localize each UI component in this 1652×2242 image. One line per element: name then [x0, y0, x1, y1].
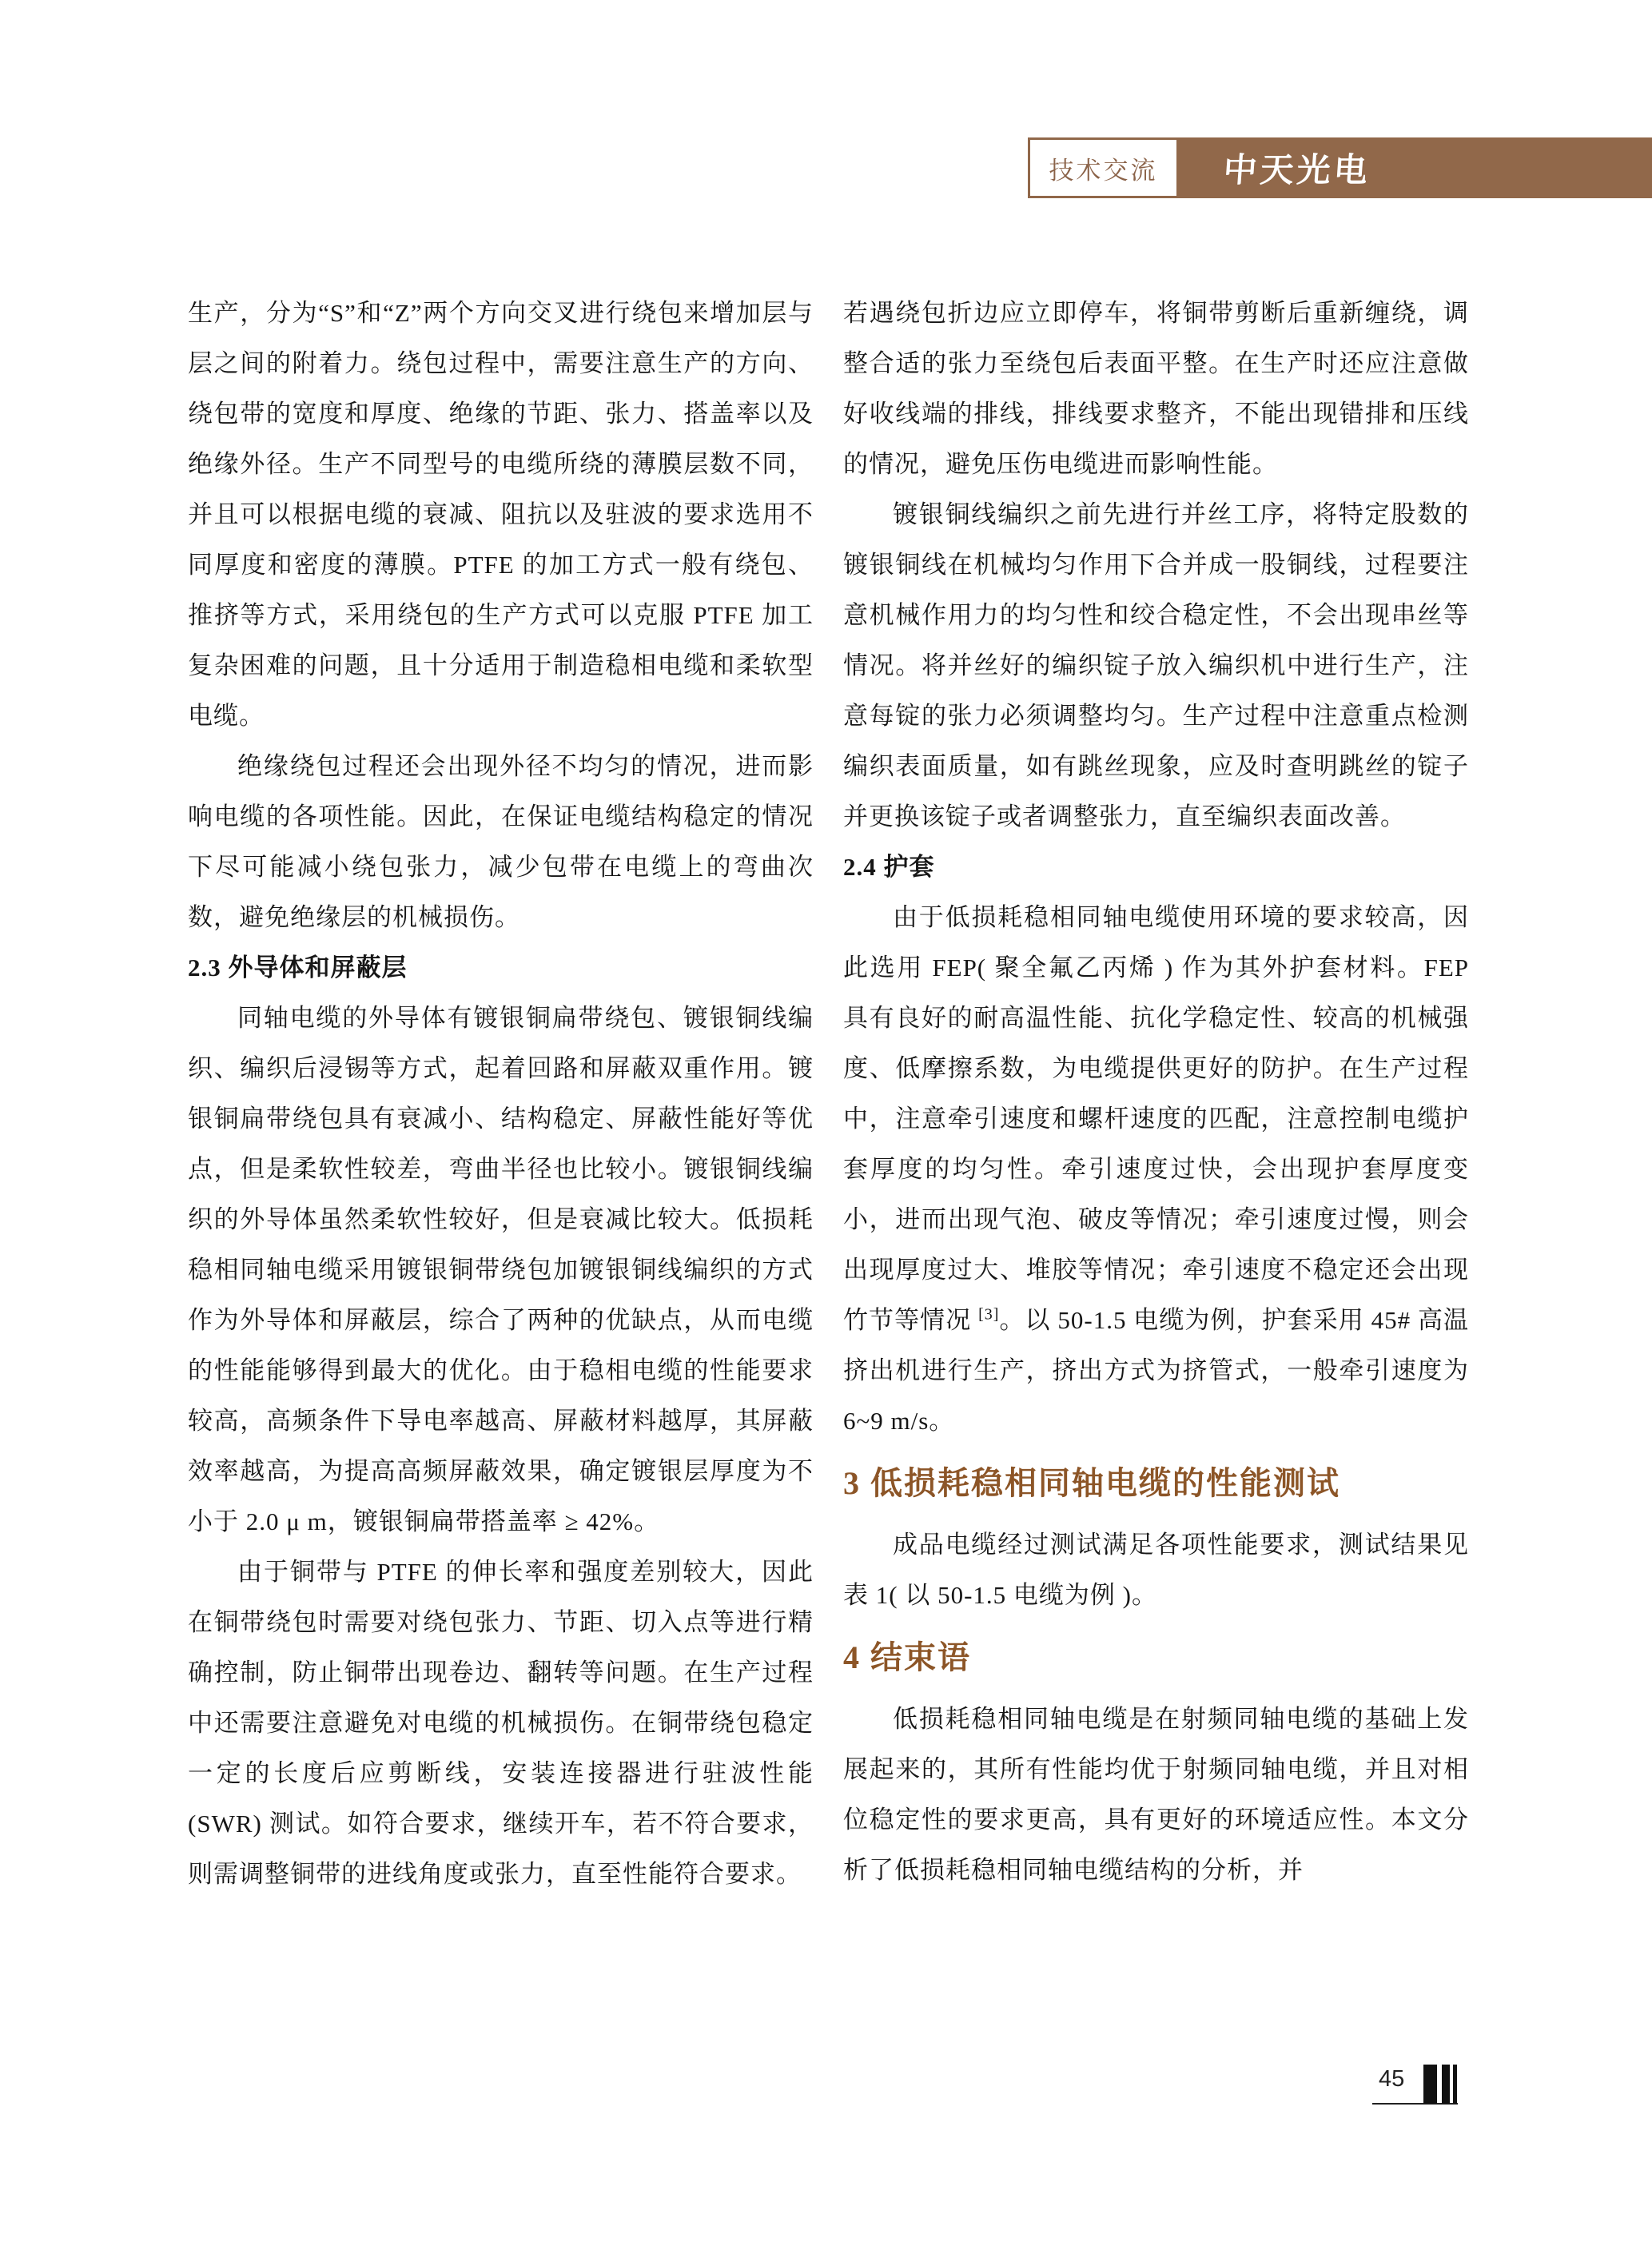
- citation-ref-3: [3]: [978, 1305, 1000, 1324]
- paragraph: 成品电缆经过测试满足各项性能要求，测试结果见表 1( 以 50-1.5 电缆为例 )。: [843, 1531, 1469, 1609]
- column-tag-label: 技术交流: [1049, 156, 1158, 185]
- column-tag-box: [1028, 137, 1179, 198]
- paragraph: 镀银铜线编织之前先进行并丝工序，将特定股数的镀银铜线在机械均匀作用下合并成一股铜线，过程要注意机械作用力的均匀性和绞合稳定性，不会出现串丝等情况。将并丝好的编织锭子放入编织机中进行生产，注意每锭的张力必须调整均匀。生产过程中注意重点检测编织表面质量，如有跳丝现象，应及时查明跳丝的锭子并更换该锭子或者调整张力，直至编织表面改善。: [843, 500, 1469, 830]
- paragraph: 生产，分为“S”和“Z”两个方向交叉进行绕包来增加层与层之间的附着力。绕包过程中，需要注意生产的方向、绕包带的宽度和厚度、绝缘的节距、张力、搭盖率以及绝缘外径。生产不同型号的电缆所绕的薄膜层数不同，并且可以根据电缆的衰减、阻抗以及驻波的要求选用不同厚度和密度的薄膜。PTFE 的加工方式一般有绕包、推挤等方式，采用绕包的生产方式可以克服 PTFE 加工复杂困难的问题，且十分适用于制造稳相电缆和柔软型电缆。: [188, 299, 814, 730]
- bar-medium: [1442, 2065, 1450, 2104]
- paragraph: 同轴电缆的外导体有镀银铜扁带绕包、镀银铜线编织、编织后浸锡等方式，起着回路和屏蔽双重作用。镀银铜扁带绕包具有衰减小、结构稳定、屏蔽性能好等优点，但是柔软性较差，弯曲半径也比较小。镀银铜线编织的外导体虽然柔软性较好，但是衰减比较大。低损耗稳相同轴电缆采用镀银铜带绕包加镀银铜线编织的方式作为外导体和屏蔽层，综合了两种的优缺点，从而电缆的性能能够得到最大的优化。由于稳相电缆的性能要求较高，高频条件下导电率越高、屏蔽材料越厚，其屏蔽效率越高，为提高高频屏蔽效果，确定镀银层厚度为不小于 2.0 μ m，镀银铜扁带搭盖率 ≥ 42%。: [188, 1004, 814, 1535]
- paragraph: 低损耗稳相同轴电缆是在射频同轴电缆的基础上发展起来的，其所有性能均优于射频同轴电缆，并且对相位稳定性的要求更高，具有更好的环境适应性。本文分析了低损耗稳相同轴电缆结构的分析，并: [843, 1705, 1469, 1884]
- paragraph: [843, 892, 1469, 1446]
- paragraph: 绝缘绕包过程还会出现外径不均匀的情况，进而影响电缆的各项性能。因此，在保证电缆结构稳定的情况下尽可能减小绕包张力，减少包带在电缆上的弯曲次数，避免绝缘层的机械损伤。: [188, 752, 814, 931]
- subsection-heading-2-4: 2.4 护套: [843, 853, 935, 881]
- section-heading-3: 3 低损耗稳相同轴电缆的性能测试: [843, 1465, 1340, 1501]
- right-column: [843, 288, 1469, 1895]
- page-number: 45: [1379, 2066, 1405, 2092]
- brand-logo-text: 中天光电: [1222, 153, 1372, 189]
- paragraph: 若遇绕包折边应立即停车，将铜带剪断后重新缠绕，调整合适的张力至绕包后表面平整。在生产时还应注意做好收线端的排线，排线要求整齐，不能出现错排和压线的情况，避免压伤电缆进而影响性能。: [843, 299, 1469, 478]
- paragraph-text: 由于低损耗稳相同轴电缆使用环境的要求较高，因此选用 FEP( 聚全氟乙丙烯 ) 作为其外护套材料。FEP 具有良好的耐高温性能、抗化学稳定性、较高的机械强度、低摩擦系数，为电缆提供更好的防护。在生产过程中，注意牵引速度和螺杆速度的匹配，注意控制电缆护套厚度的均匀性。牵引速度过快，会出现护套厚度变小，进而出现气泡、破皮等情况；牵引速度过慢，则会出现厚度过大、堆胶等情况；牵引速度不稳定还会出现竹节等情况: [843, 903, 1469, 1334]
- bar-thin: [1453, 2065, 1457, 2104]
- paragraph: 由于铜带与 PTFE 的伸长率和强度差别较大，因此在铜带绕包时需要对绕包张力、节距、切入点等进行精确控制，防止铜带出现卷边、翻转等问题。在生产过程中还需要注意避免对电缆的机械损伤。在铜带绕包稳定一定的长度后应剪断线，安装连接器进行驻波性能(SWR) 测试。如符合要求，继续开车，若不符合要求，则需调整铜带的进线角度或张力，直至性能符合要求。: [188, 1558, 814, 1888]
- page-marker-bars-icon: [1423, 2065, 1457, 2104]
- paragraph-text: 。以 50-1.5 电缆为例，护套采用 45# 高温挤出机进行生产，挤出方式为挤管式，一般牵引速度为 6~9 m/s。: [843, 1306, 1470, 1435]
- brand-band: [1179, 137, 1652, 198]
- subsection-heading-2-3: 2.3 外导体和屏蔽层: [188, 954, 408, 982]
- section-heading-4: 4 结束语: [843, 1639, 971, 1675]
- left-column: [188, 288, 814, 1899]
- bar-thick: [1423, 2065, 1437, 2104]
